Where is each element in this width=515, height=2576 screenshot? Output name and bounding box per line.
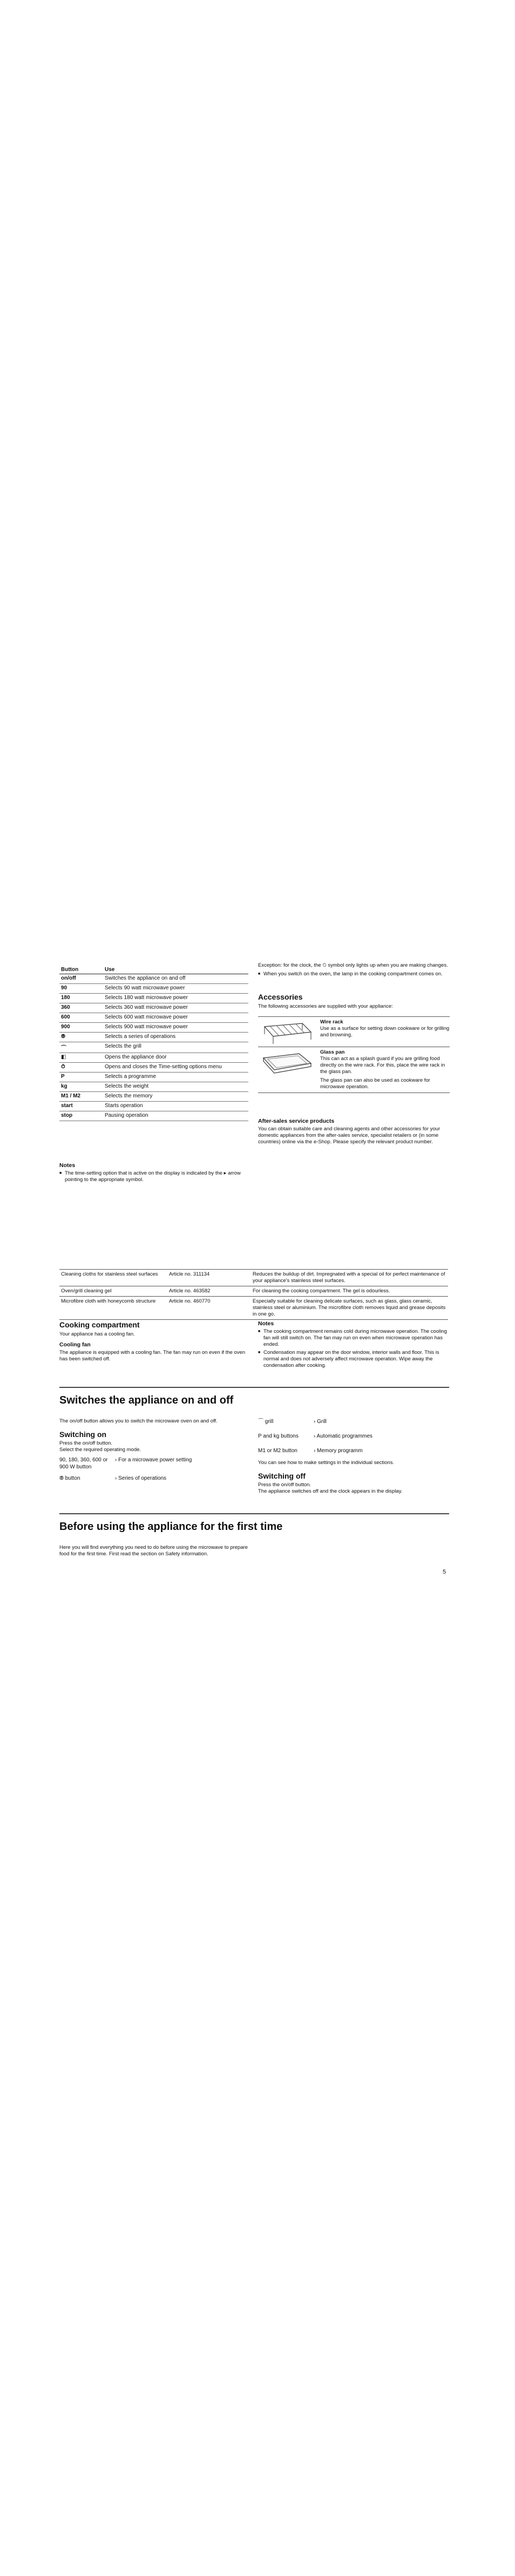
table-row: [59, 1013, 248, 1023]
article-cell: Article no. 463582: [167, 1286, 251, 1297]
exception-text: Exception: for the clock, the ⏲ symbol only lights up when you are making changes.: [258, 962, 448, 968]
use-cell: Switches the appliance on and off: [103, 974, 248, 984]
cooling-fan-text: The appliance is equipped with a cooling fan. The fan may run on even if the oven has been switched off.: [59, 1350, 246, 1362]
switching-off-step: The appliance switches off and the clock appears in the display.: [258, 1488, 403, 1494]
use-cell: Selects the memory: [103, 1092, 248, 1102]
article-cell: Article no. 460770: [167, 1297, 251, 1320]
use-cell: Opens and closes the Time-setting options menu: [103, 1063, 248, 1073]
switching-on-step: Select the required operating mode.: [59, 1447, 141, 1453]
glass-pan-name: Glass pan: [320, 1049, 345, 1055]
glass-pan-desc2: The glass pan can also be used as cookware for microwave operation.: [320, 1077, 430, 1090]
use-cell: Selects a programme: [103, 1073, 248, 1082]
table-header: Button: [59, 966, 103, 974]
switches-heading: [59, 1394, 233, 1407]
mode-row: 90, 180, 360, 600 or 900 W button › For a microwave power setting: [59, 1457, 192, 1470]
after-sales-text: You can obtain suitable care and cleaning agents and other accessories for your domestic appliances from the after-sales service, specialist retailers or (in some countries) online via the e-Shop. Please specify the relevant product number.: [258, 1126, 441, 1145]
button-cell: ⌒: [59, 1042, 103, 1053]
note-item: ■ Condensation may appear on the door window, interior walls and floor. This is normal and does not adversely affect microwave operation. Wipe away the condensation after cooking.: [258, 1350, 450, 1369]
mode-row: ⦾ button › Series of operations: [59, 1475, 167, 1481]
mode-row: ⌒ grill › Grill: [258, 1419, 327, 1425]
button-cell: 90: [59, 984, 103, 994]
table-row: [59, 1111, 248, 1121]
mode-row: P and kg buttons › Automatic programmes: [258, 1433, 372, 1439]
wire-rack-icon: [259, 1020, 313, 1046]
switching-off-step: Press the on/off button.: [258, 1482, 311, 1488]
use-cell: Selects 180 watt microwave power: [103, 994, 248, 1003]
table-row: [59, 1042, 248, 1053]
button-cell: 600: [59, 1013, 103, 1023]
table-row: [59, 1092, 248, 1102]
table-row: [59, 1270, 448, 1286]
glass-pan-desc: This can act as a splash guard if you are grilling food directly on the wire rack. For this, place the wire rack in the glass pan.: [320, 1056, 445, 1075]
mode-row: M1 or M2 button › Memory programm: [258, 1448, 363, 1454]
table-row: [59, 1102, 248, 1111]
page-number: 5: [443, 1569, 446, 1575]
glass-pan-icon: [259, 1050, 313, 1077]
use-cell: Starts operation: [103, 1102, 248, 1111]
notes-right: [258, 1320, 450, 1369]
article-cell: Article no. 311134: [167, 1270, 251, 1286]
notes-title: Notes: [258, 1320, 274, 1327]
notes-title: Notes: [59, 1162, 76, 1169]
product-cell: Microfibre cloth with honeycomb structure: [59, 1297, 167, 1320]
accessories-title: Accessories: [258, 993, 303, 1001]
button-cell: ⏱: [59, 1063, 103, 1073]
after-sales-title: After-sales service products: [258, 1118, 335, 1124]
use-cell: Selects the grill: [103, 1042, 248, 1053]
cooling-fan-title: Cooling fan: [59, 1341, 91, 1348]
use-cell: Opens the appliance door: [103, 1053, 248, 1063]
use-cell: Selects the weight: [103, 1082, 248, 1092]
table-row: [59, 1082, 248, 1092]
section-rule: [59, 1387, 449, 1388]
switches-right: [258, 1418, 450, 1495]
button-cell: 180: [59, 994, 103, 1003]
first-time-heading: [59, 1521, 282, 1533]
note-item: ■ The time-setting option that is active on the display is indicated by the ▸ arrow pointing to the appropriate symbol.: [59, 1170, 248, 1183]
use-cell: Selects 360 watt microwave power: [103, 1003, 248, 1013]
switching-on-step: Press the on/off button.: [59, 1440, 113, 1446]
button-cell: 900: [59, 1023, 103, 1033]
button-cell: start: [59, 1102, 103, 1111]
accessory-table: [59, 1269, 448, 1320]
glass-pan-item: [258, 1047, 450, 1093]
table-row: [59, 1023, 248, 1033]
product-cell: Cleaning cloths for stainless steel surfaces: [59, 1270, 167, 1286]
switching-off-title: Switching off: [258, 1472, 306, 1480]
button-cell: stop: [59, 1111, 103, 1121]
settings-note: You can see how to make settings in the individual sections.: [258, 1460, 395, 1466]
button-table: [59, 966, 248, 1121]
use-cell: Selects 600 watt microwave power: [103, 1013, 248, 1023]
table-row: [59, 994, 248, 1003]
cooking-title: Cooking compartment: [59, 1320, 140, 1329]
switching-on-title: Switching on: [59, 1430, 107, 1439]
table-header: Use: [103, 966, 248, 974]
after-sales: [258, 1118, 450, 1145]
use-cell: Selects 900 watt microwave power: [103, 1023, 248, 1033]
table-row: [59, 984, 248, 994]
description-cell: Reduces the buildup of dirt. Impregnated with a special oil for perfect maintenance of your appliance's stainless steel surfaces.: [251, 1270, 448, 1286]
use-cell: Selects a series of operations: [103, 1033, 248, 1042]
switches-left: [59, 1418, 248, 1482]
cooking-compartment: [59, 1320, 248, 1363]
button-cell: ◧: [59, 1053, 103, 1063]
table-row: [59, 974, 248, 984]
button-cell: ⦾: [59, 1033, 103, 1042]
wire-rack-item: [258, 1016, 450, 1039]
description-cell: Especially suitable for cleaning delicate surfaces, such as glass, glass ceramic, stainless steel or aluminium. The microfibre cloth removes liquid and grease deposits in one go.: [251, 1297, 448, 1320]
wire-rack-name: Wire rack: [320, 1019, 343, 1025]
cooking-intro: Your appliance has a cooling fan.: [59, 1331, 135, 1337]
use-cell: Pausing operation: [103, 1111, 248, 1121]
notes-left: [59, 1162, 248, 1183]
note-item: ■ The cooking compartment remains cold during microwave operation. The cooling fan will still switch on. The fan may run on even when microwave operation has ended.: [258, 1329, 450, 1348]
table-row: [59, 1063, 248, 1073]
button-cell: on/off: [59, 974, 103, 984]
switches-intro: The on/off button allows you to switch the microwave oven on and off.: [59, 1418, 218, 1424]
product-cell: Oven/grill cleaning gel: [59, 1286, 167, 1297]
right-top: [258, 962, 450, 977]
table-row: [59, 1033, 248, 1042]
button-cell: M1 / M2: [59, 1092, 103, 1102]
table-row: [59, 1053, 248, 1063]
first-time-text: Here you will find everything you need to do before using the microwave to prepare food for the first time. First read the section on Safety information.: [59, 1545, 248, 1557]
button-cell: 360: [59, 1003, 103, 1013]
first-time-title: Before using the appliance for the first time: [59, 1521, 283, 1533]
accessories-intro: The following accessories are supplied with your appliance:: [258, 1003, 393, 1009]
table-row: [59, 1297, 448, 1320]
section-rule: [59, 1513, 449, 1514]
table-row: [59, 1003, 248, 1013]
accessories-section: [258, 993, 450, 1010]
use-cell: Selects 90 watt microwave power: [103, 984, 248, 994]
button-cell: kg: [59, 1082, 103, 1092]
lamp-note: ■ When you switch on the oven, the lamp in the cooking compartment comes on.: [258, 971, 450, 977]
table-row: [59, 1286, 448, 1297]
button-cell: P: [59, 1073, 103, 1082]
wire-rack-desc: Use as a surface for setting down cookware or for grilling and browning.: [320, 1026, 450, 1038]
switches-title: Switches the appliance on and off: [59, 1394, 234, 1406]
table-row: [59, 1073, 248, 1082]
description-cell: For cleaning the cooking compartment. The gel is odourless.: [251, 1286, 448, 1297]
